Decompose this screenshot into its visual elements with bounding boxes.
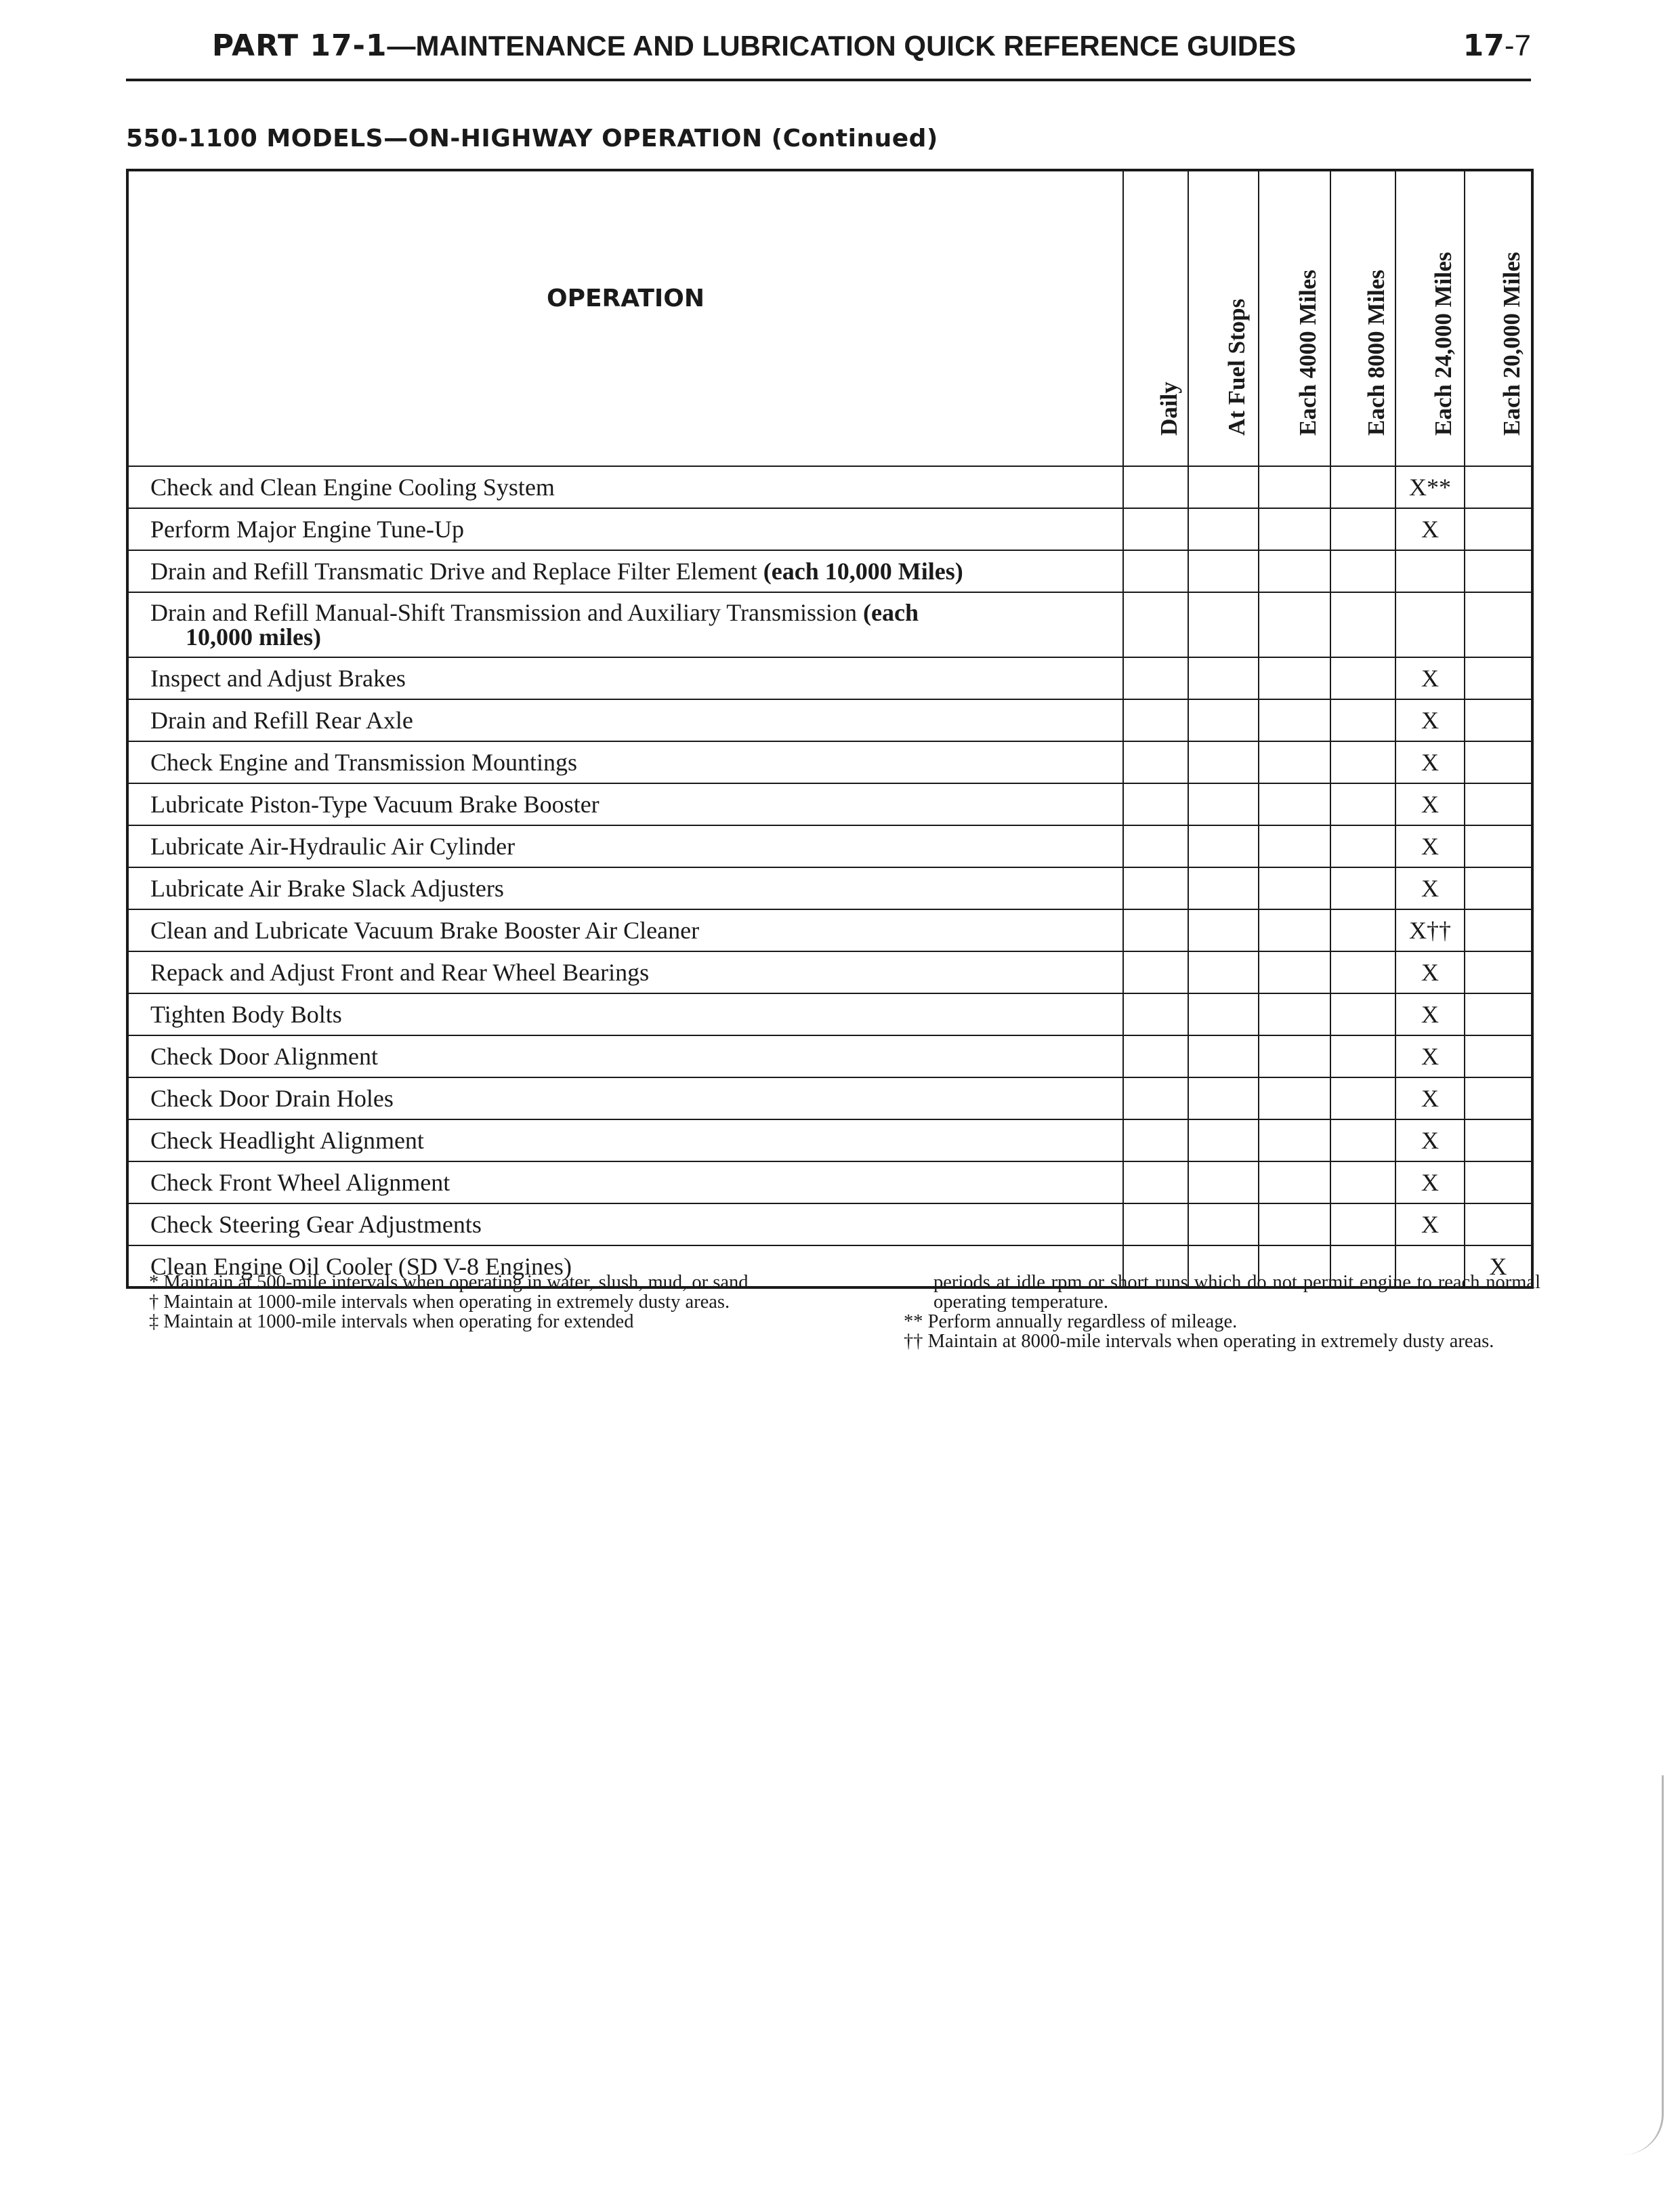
interval-mark-cell: X [1395,993,1465,1035]
interval-mark-cell [1395,592,1465,657]
operation-cell [127,550,1123,592]
table-row [127,909,1532,951]
footnote: ‡ Maintain at 1000-mile intervals when operating for extended [149,1311,634,1332]
operation-cell [127,1035,1123,1077]
interval-mark-cell [1188,508,1259,550]
interval-mark-cell [1188,657,1259,699]
operation-header: OPERATION [127,170,1123,466]
interval-header-24000 [1395,170,1465,466]
interval-header-8000 [1330,170,1395,466]
interval-mark-cell [1259,657,1330,699]
interval-mark-cell [1465,825,1532,867]
interval-mark-cell [1330,592,1395,657]
interval-mark-cell [1123,867,1188,909]
interval-mark-cell: X [1395,1161,1465,1203]
interval-mark-cell [1188,825,1259,867]
table-row [127,1077,1532,1119]
interval-mark-cell: X†† [1395,909,1465,951]
interval-mark-cell: X [1395,508,1465,550]
operation-text: Repack and Adjust Front and Rear Wheel Bearings [150,959,650,986]
interval-mark-cell [1123,508,1188,550]
interval-mark-cell [1188,951,1259,993]
interval-header-daily [1123,170,1188,466]
interval-mark-cell [1123,741,1188,783]
interval-mark-cell [1123,1161,1188,1203]
interval-mark-cell [1188,592,1259,657]
interval-mark-cell [1395,550,1465,592]
interval-mark-cell [1188,699,1259,741]
interval-mark-cell [1123,592,1188,657]
section-heading: 550-1100 MODELS—ON-HIGHWAY OPERATION (Continued) [126,125,938,152]
header-title-text: MAINTENANCE AND LUBRICATION QUICK REFERENCE GUIDES [415,30,1297,62]
interval-mark-cell [1330,699,1395,741]
operation-cell [127,1119,1123,1161]
interval-mark-cell [1465,909,1532,951]
interval-mark-cell [1465,550,1532,592]
interval-mark-cell [1259,1077,1330,1119]
operation-text: Check Steering Gear Adjustments [150,1211,482,1238]
table-row [127,825,1532,867]
operation-text: Check Engine and Transmission Mountings [150,749,578,776]
table-row [127,508,1532,550]
table-row [127,1161,1532,1203]
table-row [127,867,1532,909]
interval-mark-cell [1465,1119,1532,1161]
operation-text: Clean and Lubricate Vacuum Brake Booster Air Cleaner [150,917,700,944]
interval-mark-cell [1465,592,1532,657]
interval-mark-cell [1188,466,1259,508]
footnote: † Maintain at 1000-mile intervals when operating in extremely dusty areas. [149,1292,730,1313]
interval-mark-cell [1259,1035,1330,1077]
interval-mark-cell: X [1395,1035,1465,1077]
interval-header-label: Daily [1156,381,1182,436]
interval-header-4000 [1259,170,1330,466]
interval-mark-cell: X [1465,1245,1532,1287]
interval-mark-cell [1465,1077,1532,1119]
operation-cell [127,1077,1123,1119]
interval-mark-cell [1123,466,1188,508]
operation-text: Lubricate Air-Hydraulic Air Cylinder [150,833,516,860]
operation-cell [127,993,1123,1035]
interval-mark-cell [1465,699,1532,741]
operation-note-continued: 10,000 miles) [186,623,321,651]
interval-mark-cell [1259,783,1330,825]
operation-cell [127,783,1123,825]
interval-mark-cell [1188,783,1259,825]
operation-text: Check Door Alignment [150,1043,378,1070]
page-header [126,27,1531,81]
interval-mark-cell: X [1395,1203,1465,1245]
interval-mark-cell [1123,825,1188,867]
interval-mark-cell [1259,951,1330,993]
interval-mark-cell [1123,1077,1188,1119]
table-row [127,592,1532,657]
interval-mark-cell [1259,909,1330,951]
interval-mark-cell [1259,741,1330,783]
interval-mark-cell [1465,783,1532,825]
operation-cell [127,909,1123,951]
table-row [127,993,1532,1035]
page-edge-mark [1621,1775,1664,2155]
interval-mark-cell [1330,909,1395,951]
header-title [126,28,1382,63]
operation-text: Lubricate Piston-Type Vacuum Brake Booster [150,791,600,818]
interval-mark-cell: X [1395,1119,1465,1161]
interval-mark-cell [1330,1119,1395,1161]
interval-mark-cell [1330,1203,1395,1245]
interval-mark-cell [1330,657,1395,699]
interval-mark-cell: X [1395,657,1465,699]
interval-mark-cell [1465,867,1532,909]
interval-mark-cell: X [1395,741,1465,783]
interval-mark-cell [1123,993,1188,1035]
operation-cell [127,1203,1123,1245]
interval-mark-cell: X [1395,699,1465,741]
footnote: ** Perform annually regardless of mileage. [904,1311,1238,1332]
table-row [127,657,1532,699]
table-row [127,783,1532,825]
interval-mark-cell [1259,825,1330,867]
interval-mark-cell [1259,550,1330,592]
footnote: †† Maintain at 8000-mile intervals when operating in extremely dusty areas. [904,1331,1494,1352]
table-row [127,741,1532,783]
interval-mark-cell [1188,1035,1259,1077]
table-row [127,466,1532,508]
interval-mark-cell: X [1395,867,1465,909]
maintenance-table [126,169,1534,1289]
interval-mark-cell [1465,508,1532,550]
operation-text: Drain and Refill Manual-Shift Transmission and Auxiliary Transmission [150,599,858,626]
interval-mark-cell [1330,466,1395,508]
operation-text: Clean Engine Oil Cooler (SD V-8 Engines) [150,1252,572,1280]
interval-mark-cell [1330,825,1395,867]
interval-header-20000 [1465,170,1532,466]
operation-text: Check Door Drain Holes [150,1085,394,1112]
interval-mark-cell [1330,951,1395,993]
interval-mark-cell [1330,993,1395,1035]
footnote-continuation: periods at idle rpm or short runs which do not permit engine to reach normal operating temperature. [933,1272,1540,1313]
interval-mark-cell [1123,699,1188,741]
table-row [127,1203,1532,1245]
interval-mark-cell [1465,1035,1532,1077]
interval-mark-cell [1188,1077,1259,1119]
interval-header-label: Each 4000 Miles [1295,270,1321,436]
interval-mark-cell [1330,741,1395,783]
interval-mark-cell [1259,699,1330,741]
interval-mark-cell [1123,909,1188,951]
interval-mark-cell [1330,867,1395,909]
interval-mark-cell [1465,951,1532,993]
interval-header-label: At Fuel Stops [1223,298,1250,436]
header-part: PART 17-1 [211,28,387,63]
interval-mark-cell [1465,657,1532,699]
interval-mark-cell [1465,1203,1532,1245]
interval-mark-cell [1188,909,1259,951]
interval-mark-cell [1188,1161,1259,1203]
interval-header-label: Each 20,000 Miles [1498,251,1525,436]
table-row [127,951,1532,993]
interval-mark-cell [1123,951,1188,993]
table-header-row [127,170,1532,466]
operation-note: (each 10,000 Miles) [763,558,963,585]
interval-mark-cell [1259,867,1330,909]
footnotes-right [904,1273,1540,1351]
interval-mark-cell: X [1395,1077,1465,1119]
interval-mark-cell [1188,741,1259,783]
interval-mark-cell [1123,1119,1188,1161]
operation-text: Check Headlight Alignment [150,1127,424,1154]
operation-text: Inspect and Adjust Brakes [150,665,406,692]
interval-header-fuel-stops [1188,170,1259,466]
operation-note: (each [863,599,919,626]
interval-mark-cell [1123,783,1188,825]
interval-mark-cell [1330,1077,1395,1119]
page-number-prefix: 17 [1463,28,1505,63]
operation-cell [127,508,1123,550]
operation-cell [127,592,1123,657]
footnote: * Maintain at 500-mile intervals when operating in water, slush, mud, or sand. [149,1272,753,1293]
interval-mark-cell [1330,508,1395,550]
interval-mark-cell [1330,550,1395,592]
operation-text: Drain and Refill Transmatic Drive and Replace Filter Element [150,558,757,585]
table-row [127,1119,1532,1161]
interval-header-label: Each 24,000 Miles [1430,251,1456,436]
operation-text: Tighten Body Bolts [150,1001,342,1028]
interval-mark-cell [1188,1119,1259,1161]
table-row [127,550,1532,592]
interval-mark-cell [1188,867,1259,909]
interval-mark-cell [1259,1161,1330,1203]
page-number-suffix: -7 [1504,29,1531,62]
interval-mark-cell [1259,508,1330,550]
interval-mark-cell [1465,466,1532,508]
interval-mark-cell [1259,1119,1330,1161]
interval-mark-cell [1259,466,1330,508]
operation-cell [127,1161,1123,1203]
interval-mark-cell: X [1395,783,1465,825]
operation-cell [127,741,1123,783]
interval-mark-cell [1330,1035,1395,1077]
interval-mark-cell [1123,550,1188,592]
operation-cell [127,657,1123,699]
interval-mark-cell [1330,1161,1395,1203]
page-number [1463,28,1531,63]
interval-mark-cell [1465,1161,1532,1203]
interval-mark-cell [1465,741,1532,783]
interval-mark-cell [1123,657,1188,699]
interval-mark-cell [1123,1035,1188,1077]
footnotes-left [149,1273,772,1332]
interval-mark-cell [1188,1203,1259,1245]
operation-cell [127,699,1123,741]
operation-text: Lubricate Air Brake Slack Adjusters [150,875,504,902]
interval-mark-cell [1188,550,1259,592]
interval-mark-cell [1330,783,1395,825]
operation-cell [127,466,1123,508]
operation-cell [127,825,1123,867]
interval-mark-cell: X** [1395,466,1465,508]
table-row [127,699,1532,741]
table-row [127,1035,1532,1077]
interval-mark-cell: X [1395,825,1465,867]
operation-text: Check and Clean Engine Cooling System [150,474,555,501]
operation-text: Check Front Wheel Alignment [150,1169,450,1196]
header-dash: — [387,30,416,62]
interval-mark-cell [1465,993,1532,1035]
operation-text: Drain and Refill Rear Axle [150,707,413,734]
operation-cell [127,867,1123,909]
table-body [127,466,1532,1287]
interval-mark-cell [1123,1203,1188,1245]
interval-mark-cell: X [1395,951,1465,993]
operation-cell [127,951,1123,993]
interval-mark-cell [1259,592,1330,657]
interval-header-label: Each 8000 Miles [1363,270,1389,436]
operation-text: Perform Major Engine Tune-Up [150,516,464,543]
interval-mark-cell [1259,993,1330,1035]
interval-mark-cell [1188,993,1259,1035]
interval-mark-cell [1259,1203,1330,1245]
